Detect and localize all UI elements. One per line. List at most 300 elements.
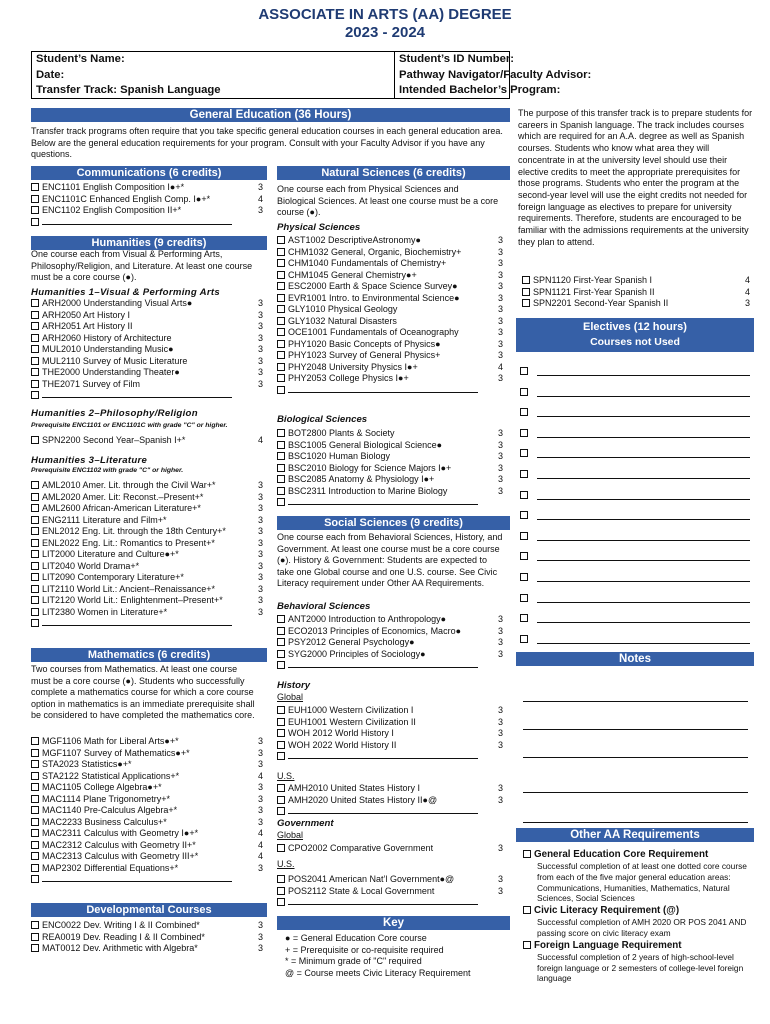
checkbox[interactable] (277, 706, 285, 714)
course-row[interactable] (31, 748, 263, 760)
checkbox[interactable] (520, 594, 528, 602)
course-row[interactable] (31, 607, 263, 619)
checkbox[interactable] (31, 795, 39, 803)
course-row[interactable] (277, 350, 503, 362)
checkbox[interactable] (277, 271, 285, 279)
checkbox[interactable] (31, 760, 39, 768)
checkbox[interactable] (277, 615, 285, 623)
elective-row[interactable] (520, 529, 750, 550)
checkbox[interactable] (31, 749, 39, 757)
course-row[interactable] (277, 637, 503, 649)
course-row[interactable] (31, 367, 263, 379)
course-row[interactable] (31, 435, 263, 447)
elective-row[interactable] (520, 570, 750, 591)
course-credits: 3 (257, 355, 263, 366)
course-row[interactable] (31, 851, 263, 863)
course-credits: 3 (257, 560, 263, 571)
course-row[interactable] (31, 480, 263, 492)
course-row[interactable] (31, 492, 263, 504)
course-credits: 3 (257, 931, 263, 942)
checkbox[interactable] (31, 539, 39, 547)
course-name: MAP2302 Differential Equations+* (42, 862, 179, 873)
checkbox[interactable] (31, 516, 39, 524)
blank-line[interactable] (42, 618, 232, 626)
checkbox[interactable] (520, 429, 528, 437)
blank-course-row[interactable] (277, 897, 503, 909)
checkbox[interactable] (520, 614, 528, 622)
course-row[interactable] (277, 626, 503, 638)
course-row[interactable] (31, 782, 263, 794)
checkbox[interactable] (520, 635, 528, 643)
checkbox[interactable] (31, 311, 39, 319)
course-row[interactable] (277, 270, 503, 282)
checkbox[interactable] (523, 941, 531, 949)
course-row[interactable] (31, 736, 263, 748)
checkbox[interactable] (277, 844, 285, 852)
blank-line[interactable] (537, 519, 750, 520)
blank-line[interactable] (288, 660, 478, 668)
checkbox[interactable] (520, 408, 528, 416)
blank-line[interactable] (537, 643, 750, 644)
blank-line[interactable] (288, 897, 478, 905)
notes-line[interactable] (523, 757, 748, 758)
course-row[interactable] (31, 561, 263, 573)
course-name: AMH2020 United States History II●@ (288, 794, 438, 805)
blank-course-row[interactable] (277, 751, 503, 763)
course-credits: 3 (257, 480, 263, 490)
course-row[interactable] (277, 247, 503, 259)
course-row[interactable] (31, 549, 263, 561)
checkbox[interactable] (277, 796, 285, 804)
course-credits: 3 (497, 783, 503, 793)
course-row[interactable] (277, 795, 503, 807)
course-row[interactable] (277, 258, 503, 270)
course-row[interactable] (277, 705, 503, 717)
blank-line[interactable] (537, 375, 750, 376)
biological-sciences-heading: Biological Sciences (277, 414, 368, 425)
checkbox[interactable] (31, 933, 39, 941)
checkbox[interactable] (31, 436, 39, 444)
blank-line[interactable] (537, 478, 750, 479)
checkbox[interactable] (31, 573, 39, 581)
course-row[interactable] (31, 759, 263, 771)
elective-row[interactable] (520, 385, 750, 406)
course-row[interactable] (277, 293, 503, 305)
course-row[interactable] (277, 474, 503, 486)
checkbox[interactable] (277, 650, 285, 658)
course-row[interactable] (31, 817, 263, 829)
course-row[interactable] (277, 783, 503, 795)
checkbox[interactable] (31, 183, 39, 191)
date-field[interactable]: Date: (36, 68, 65, 81)
student-name-field[interactable]: Student’s Name: (36, 53, 125, 65)
course-name: SYG2000 Principles of Sociology● (288, 648, 426, 659)
course-name: LIT2120 World Lit.: Enlightenment–Present+* (42, 595, 223, 605)
course-name: MAC1105 College Algebra●+* (42, 782, 162, 792)
blank-line[interactable] (288, 751, 478, 759)
blank-course-row[interactable] (277, 806, 503, 818)
course-row[interactable] (31, 515, 263, 527)
course-row[interactable] (31, 943, 263, 955)
course-row[interactable] (31, 538, 263, 550)
checkbox[interactable] (31, 299, 39, 307)
course-name: MUL2010 Understanding Music● (42, 344, 174, 354)
checkbox[interactable] (520, 573, 528, 581)
course-credits: 3 (497, 235, 503, 245)
advisor-field[interactable]: Pathway Navigator/Faculty Advisor: (399, 68, 592, 81)
checkbox[interactable] (31, 504, 39, 512)
course-row[interactable] (277, 614, 503, 626)
course-credits: 3 (497, 281, 503, 291)
course-row[interactable] (31, 584, 263, 596)
course-credits: 3 (497, 338, 503, 349)
checkbox[interactable] (31, 818, 39, 826)
course-row[interactable] (277, 886, 503, 898)
checkbox[interactable] (277, 259, 285, 267)
checkbox[interactable] (31, 772, 39, 780)
bachelors-program-field[interactable]: Intended Bachelor’s Program: (399, 84, 561, 97)
course-row[interactable] (277, 649, 503, 661)
blank-line[interactable] (537, 499, 750, 500)
course-row[interactable] (277, 362, 503, 374)
elective-row[interactable] (520, 405, 750, 426)
course-row[interactable] (31, 194, 263, 206)
checkbox[interactable] (31, 864, 39, 872)
course-credits: 3 (497, 705, 503, 715)
checkbox[interactable] (277, 386, 285, 394)
checkbox[interactable] (520, 388, 528, 396)
course-row[interactable] (31, 863, 263, 875)
course-name: ENC1101 English Composition I●+* (42, 182, 185, 192)
purpose-text: The purpose of this transfer track is to prepare students for careers in Spanish language. The track includes courses which are required for an A.A. degree as well as Spanish courses. Students who know what area they will concentrate in at the university level should use their elective credits to meet the appropriate prerequisites for those programs. Students who enter the program at the second-year level will use the eight credits not needed for foreign language as electives to prepare for university requirements. Therefore, students are encouraged to be familiar with the admissions requirements at the university they plan to attend. (518, 108, 753, 247)
course-credits: 3 (257, 920, 263, 930)
course-name: EVR1001 Intro. to Environmental Science● (288, 292, 460, 303)
course-row[interactable] (277, 373, 503, 385)
checkbox[interactable] (277, 317, 285, 325)
course-name: ENG2111 Literature and Film+* (42, 514, 167, 525)
course-row[interactable] (277, 874, 503, 886)
course-name: PHY2048 University Physics I●+ (288, 361, 418, 372)
checkbox[interactable] (31, 806, 39, 814)
checkbox[interactable] (31, 391, 39, 399)
mathematics-intro: Two courses from Mathematics. At least one course must be a core course (●). Students who successfully complete a mathematics course for which a core course option in mathematics is an immediate prerequisite shall be considered to have completed the mathematics core. (31, 664, 255, 721)
course-row[interactable] (31, 344, 263, 356)
course-row[interactable] (31, 503, 263, 515)
course-row[interactable] (31, 840, 263, 852)
elective-row[interactable] (520, 632, 750, 653)
course-name: ARH2051 Art History II (42, 321, 133, 331)
blank-line[interactable] (288, 385, 478, 393)
course-row[interactable] (31, 182, 263, 194)
checkbox[interactable] (277, 363, 285, 371)
course-credits: 3 (257, 321, 263, 331)
elective-row[interactable] (520, 549, 750, 570)
checkbox[interactable] (31, 619, 39, 627)
biological-sciences-list (277, 428, 503, 509)
checkbox[interactable] (520, 470, 528, 478)
civic-literacy-requirement[interactable]: Civic Literacy Requirement (@) (523, 904, 753, 917)
course-row[interactable] (31, 333, 263, 345)
checkbox[interactable] (31, 493, 39, 501)
checkbox[interactable] (277, 718, 285, 726)
course-name: PHY1023 Survey of General Physics+ (288, 350, 441, 360)
course-row[interactable] (277, 463, 503, 475)
checkbox[interactable] (520, 449, 528, 457)
blank-line[interactable] (537, 602, 750, 603)
course-row[interactable] (277, 717, 503, 729)
communications-list (31, 182, 263, 228)
elective-row[interactable] (520, 446, 750, 467)
blank-course-row[interactable] (31, 874, 263, 886)
humanities-3-heading: Humanities 3–Literature (31, 455, 148, 466)
checkbox[interactable] (277, 627, 285, 635)
course-row[interactable] (31, 828, 263, 840)
checkbox[interactable] (277, 452, 285, 460)
elective-row[interactable] (520, 488, 750, 509)
checkbox[interactable] (520, 511, 528, 519)
course-credits: 3 (497, 350, 503, 360)
checkbox[interactable] (277, 729, 285, 737)
course-row[interactable] (31, 932, 263, 944)
blank-line[interactable] (537, 560, 750, 561)
checkbox[interactable] (31, 875, 39, 883)
elective-row[interactable] (520, 611, 750, 632)
checkbox[interactable] (31, 380, 39, 388)
foreign-language-requirement[interactable]: Foreign Language Requirement (523, 939, 753, 952)
checkbox[interactable] (31, 368, 39, 376)
checkbox[interactable] (31, 585, 39, 593)
course-name: BOT2800 Plants & Society (288, 428, 395, 438)
blank-course-row[interactable] (277, 660, 503, 672)
course-row[interactable] (277, 428, 503, 440)
checkbox[interactable] (277, 441, 285, 449)
course-credits: 3 (257, 549, 263, 559)
course-credits: 3 (257, 503, 263, 513)
blank-line[interactable] (42, 874, 232, 882)
blank-line[interactable] (537, 581, 750, 582)
checkbox[interactable] (277, 374, 285, 382)
course-credits: 3 (497, 451, 503, 461)
checkbox[interactable] (277, 340, 285, 348)
course-row[interactable] (277, 843, 503, 855)
blank-line[interactable] (537, 437, 750, 438)
blank-line[interactable] (288, 806, 478, 814)
blank-line[interactable] (42, 217, 232, 225)
course-name: POS2112 State & Local Government (288, 885, 435, 896)
developmental-header: Developmental Courses (31, 903, 267, 917)
checkbox[interactable] (277, 741, 285, 749)
checkbox[interactable] (31, 206, 39, 214)
notes-line[interactable] (523, 729, 748, 730)
checkbox[interactable] (522, 288, 530, 296)
checkbox[interactable] (31, 783, 39, 791)
course-name: ENL2012 Eng. Lit. through the 18th Century+* (42, 526, 226, 536)
course-name: MAT0012 Dev. Arithmetic with Algebra* (42, 943, 198, 953)
checkbox[interactable] (277, 248, 285, 256)
checkbox[interactable] (31, 562, 39, 570)
course-row[interactable] (277, 281, 503, 293)
checkbox[interactable] (31, 944, 39, 952)
course-row[interactable] (277, 740, 503, 752)
checkbox[interactable] (31, 357, 39, 365)
course-row[interactable] (522, 287, 750, 299)
checkbox[interactable] (31, 481, 39, 489)
checkbox[interactable] (31, 334, 39, 342)
blank-line[interactable] (537, 540, 750, 541)
elective-row[interactable] (520, 426, 750, 447)
course-credits: 3 (497, 637, 503, 647)
government-heading: Government (277, 818, 334, 829)
student-id-field[interactable]: Student’s ID Number: (399, 53, 515, 65)
course-credits: 3 (257, 583, 263, 594)
blank-course-row[interactable] (31, 390, 263, 402)
course-row[interactable] (277, 486, 503, 498)
course-credits: 3 (257, 332, 263, 343)
checkbox[interactable] (277, 429, 285, 437)
course-row[interactable] (31, 771, 263, 783)
elective-row[interactable] (520, 508, 750, 529)
checkbox[interactable] (31, 195, 39, 203)
course-name: EUH1000 Western Civilization I (288, 705, 414, 715)
course-row[interactable] (277, 304, 503, 316)
course-row[interactable] (277, 451, 503, 463)
course-row[interactable] (277, 728, 503, 740)
course-row[interactable] (31, 356, 263, 368)
checkbox[interactable] (277, 351, 285, 359)
checkbox[interactable] (523, 906, 531, 914)
checkbox[interactable] (31, 550, 39, 558)
checkbox[interactable] (520, 367, 528, 375)
course-row[interactable] (31, 379, 263, 391)
course-credits: 3 (497, 874, 503, 884)
checkbox[interactable] (277, 498, 285, 506)
course-name: SPN2200 Second Year–Spanish I+* (42, 435, 186, 445)
checkbox[interactable] (520, 532, 528, 540)
checkbox[interactable] (277, 898, 285, 906)
course-row[interactable] (277, 235, 503, 247)
gen-ed-core-description: Successful completion of at least one dotted core course from each of the five major general education areas: Communications, Humanities, Mathematics, Natural Sciences, Social Sciences (537, 861, 747, 904)
checkbox[interactable] (277, 638, 285, 646)
checkbox[interactable] (277, 487, 285, 495)
blank-course-row[interactable] (277, 497, 503, 509)
checkbox[interactable] (31, 829, 39, 837)
blank-course-row[interactable] (277, 385, 503, 397)
history-us-list (277, 783, 503, 818)
gen-ed-core-requirement[interactable]: General Education Core Requirement (523, 848, 753, 861)
course-row[interactable] (522, 298, 750, 310)
checkbox[interactable] (277, 887, 285, 895)
course-credits: 3 (497, 625, 503, 636)
course-name: CHM1040 Fundamentals of Chemistry+ (288, 258, 447, 268)
checkbox[interactable] (277, 328, 285, 336)
course-row[interactable] (31, 805, 263, 817)
course-row[interactable] (31, 526, 263, 538)
course-name: PHY1020 Basic Concepts of Physics● (288, 338, 441, 349)
blank-course-row[interactable] (31, 217, 263, 229)
course-row[interactable] (31, 595, 263, 607)
checkbox[interactable] (31, 841, 39, 849)
checkbox[interactable] (277, 464, 285, 472)
course-row[interactable] (31, 310, 263, 322)
checkbox[interactable] (522, 276, 530, 284)
blank-course-row[interactable] (31, 618, 263, 630)
course-row[interactable] (277, 339, 503, 351)
checkbox[interactable] (277, 875, 285, 883)
checkbox[interactable] (277, 661, 285, 669)
course-name: ARH2060 History of Architecture (42, 332, 172, 343)
blank-line[interactable] (288, 497, 478, 505)
checkbox[interactable] (31, 737, 39, 745)
course-name: BSC2010 Biology for Science Majors I●+ (288, 462, 452, 473)
notes-header: Notes (516, 652, 754, 666)
checkbox[interactable] (31, 852, 39, 860)
behavioral-sciences-heading: Behavioral Sciences (277, 601, 371, 612)
blank-line[interactable] (537, 457, 750, 458)
checkbox[interactable] (277, 294, 285, 302)
course-row[interactable] (277, 316, 503, 328)
checkbox[interactable] (31, 527, 39, 535)
blank-line[interactable] (537, 416, 750, 417)
checkbox[interactable] (31, 921, 39, 929)
course-credits: 3 (257, 862, 263, 873)
course-row[interactable] (522, 275, 750, 287)
checkbox[interactable] (31, 345, 39, 353)
checkbox[interactable] (277, 475, 285, 483)
course-row[interactable] (31, 205, 263, 217)
notes-line[interactable] (523, 822, 748, 823)
course-row[interactable] (277, 327, 503, 339)
course-credits: 3 (497, 648, 503, 659)
course-row[interactable] (277, 440, 503, 452)
checkbox[interactable] (277, 282, 285, 290)
elective-row[interactable] (520, 467, 750, 488)
course-name: STA2023 Statistics●+* (42, 759, 132, 769)
notes-line[interactable] (523, 792, 748, 793)
blank-line[interactable] (537, 396, 750, 397)
checkbox[interactable] (520, 552, 528, 560)
course-row[interactable] (31, 321, 263, 333)
course-credits: 3 (257, 759, 263, 769)
elective-row[interactable] (520, 591, 750, 612)
notes-line[interactable] (523, 701, 748, 702)
key-core: ● = General Education Core course (285, 933, 427, 943)
checkbox[interactable] (31, 596, 39, 604)
course-row[interactable] (31, 794, 263, 806)
mathematics-header: Mathematics (6 credits) (31, 648, 267, 662)
checkbox[interactable] (520, 491, 528, 499)
course-name: LIT2380 Women in Literature+* (42, 606, 168, 617)
checkbox[interactable] (277, 236, 285, 244)
course-row[interactable] (31, 298, 263, 310)
elective-row[interactable] (520, 364, 750, 385)
checkbox[interactable] (277, 784, 285, 792)
blank-line[interactable] (537, 622, 750, 623)
checkbox[interactable] (522, 299, 530, 307)
checkbox[interactable] (277, 807, 285, 815)
course-credits: 3 (497, 885, 503, 896)
checkbox[interactable] (523, 850, 531, 858)
course-row[interactable] (31, 920, 263, 932)
blank-line[interactable] (42, 390, 232, 398)
checkbox[interactable] (277, 305, 285, 313)
checkbox[interactable] (31, 322, 39, 330)
humanities-header: Humanities (9 credits) (31, 236, 267, 250)
course-row[interactable] (31, 572, 263, 584)
checkbox[interactable] (277, 752, 285, 760)
course-credits: 3 (497, 474, 503, 484)
checkbox[interactable] (31, 608, 39, 616)
checkbox[interactable] (31, 218, 39, 226)
